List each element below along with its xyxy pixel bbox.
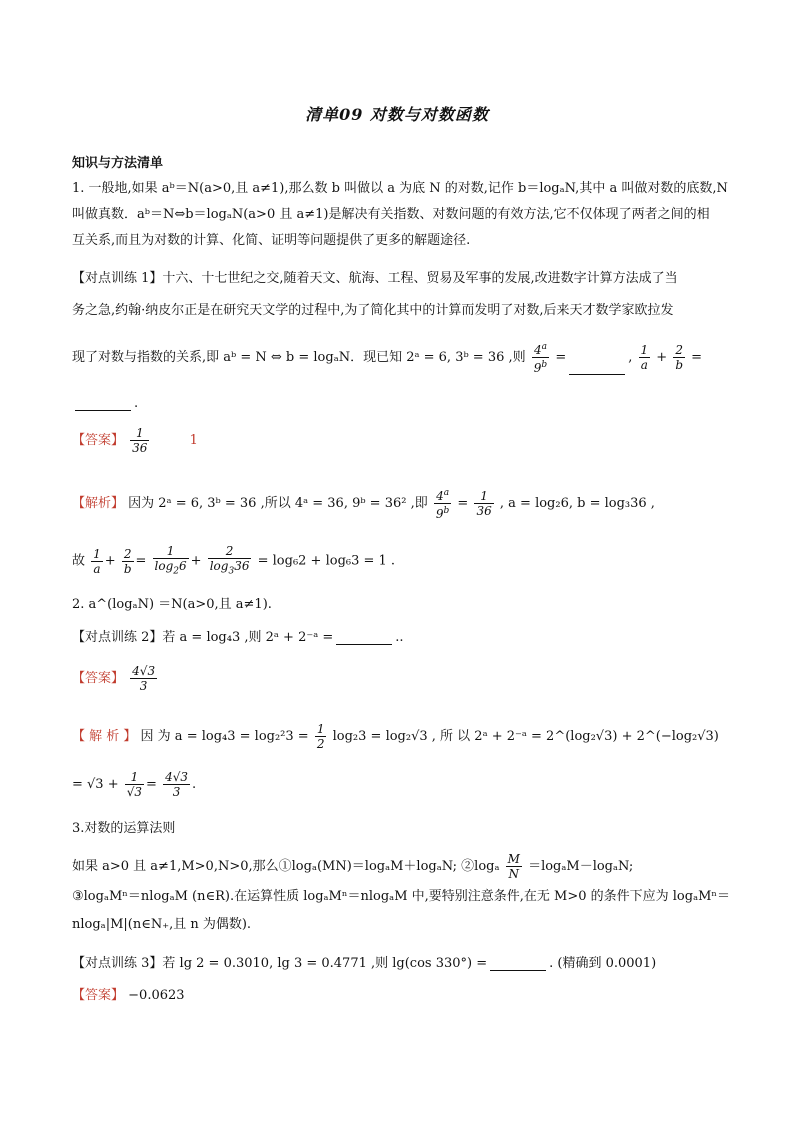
answer-blank (569, 362, 625, 375)
drill1-line1: 【对点训练 1】十六、十七世纪之交,随着天文、航海、工程、贸易及军事的发展,改进数字计算方法成了当 (72, 271, 678, 286)
page-title: 清单09 对数与对数函数 (305, 105, 489, 124)
drill2-answer: 【答案】 $\frac{4√3}{3}$ (72, 664, 156, 693)
answer-value-2: 1 (189, 433, 198, 448)
drill1-line2: 务之急,约翰·纳皮尔正是在研究天文学的过程中,为了简化其中的计算而发明了对数,后来天才数学家欧拉发 (72, 303, 674, 318)
fraction-4a-9b: $\frac{4^a}{9^b}$ (533, 342, 548, 375)
drill1-line3: 现了对数与指数的关系,即 aᵇ = N ⇔ b = logₐN．现已知 2ᵃ = 6, 3ᵇ = 36 ,则 $\frac{4^a}{9^b}$ = , $\frac{1}{a}$ + $\frac{2}{b}$ = (72, 342, 703, 375)
analysis-label: 【解析】 (72, 496, 125, 511)
drill2-line: 【对点训练 2】若 a = log₄3 ,则 2ᵃ + 2⁻ᵃ = .. (72, 630, 404, 645)
answer-fraction-1-36: $\frac{1}{36}$ (132, 426, 148, 455)
item3-line2: ③logₐMⁿ＝nlogₐM (n∈R).在运算性质 logₐMⁿ＝nlogₐM 中,要特别注意条件,在无 M>0 的条件下应为 logₐMⁿ＝ (72, 889, 731, 904)
drill3-answer: 【答案】 −0.0623 (72, 988, 185, 1003)
drill3-line: 【对点训练 3】若 lg 2 = 0.3010, lg 3 = 0.4771 ,则 lg(cos 330°) = . (精确到 0.0001) (72, 956, 657, 971)
item1-line1: 1. 一般地,如果 aᵇ＝N(a>0,且 a≠1),那么数 b 叫做以 a 为底 N 的对数,记作 b＝logₐN,其中 a 叫做对数的底数,N (72, 181, 728, 196)
drill2-analysis-line1: 【 解 析 】 因 为 a = log₄3 = log₂²3 = $\frac{1}{2}$ log₂3 = log₂√3 , 所 以 2ᵃ + 2⁻ᵃ = 2^(log₂√3) + 2^(−log₂√3) (72, 722, 719, 751)
drill3-answer-value: −0.0623 (128, 988, 185, 1003)
drill1-line3-prefix: 现了对数与指数的关系,即 aᵇ = N ⇔ b = logₐN．现已知 2ᵃ = 6, 3ᵇ = 36 ,则 (72, 350, 526, 365)
item2-line: 2. a^(logₐN) ＝N(a>0,且 a≠1). (72, 597, 272, 612)
item1-line2: 叫做真数．aᵇ＝N⇔b＝logₐN(a>0 且 a≠1)是解决有关指数、对数问题的有效方法,它不仅体现了两者之间的相 (72, 207, 710, 222)
drill2-analysis-line2: = √3 + $\frac{1}{√3}$ = $\frac{4√3}{3}$ . (72, 770, 197, 799)
item3-line1: 如果 a>0 且 a≠1,M>0,N>0,那么①logₐ(MN)＝logₐM＋logₐN; ②logₐ $\frac{M}{N}$ ＝logₐM－logₐN; (72, 852, 634, 881)
drill1-blank-line: . (72, 396, 138, 411)
drill1-answer (72, 426, 198, 455)
answer-fraction-4sqrt3-3: $\frac{4√3}{3}$ (132, 664, 156, 693)
drill1-analysis-line2: 故 $\frac{1}{a}$ + $\frac{2}{b}$ = $\frac{1}{\log_26}$ + $\frac{2}{\log_336}$ = log₆2 + log₆3 = 1 . (72, 544, 396, 577)
drill1-analysis-line1: 【解析】 因为 2ᵃ = 6, 3ᵇ = 36 ,所以 4ᵃ = 36, 9ᵇ = 36² ,即 $\frac{4^a}{9^b}$ = $\frac{1}{36}$ , a = log₂6, b = log₃36 , (72, 488, 655, 521)
fraction-1-a: $\frac{1}{a}$ (640, 343, 649, 372)
section-heading: 知识与方法清单 (72, 156, 164, 171)
fraction-2-b: $\frac{2}{b}$ (675, 343, 684, 372)
item3-heading: 3.对数的运算法则 (72, 821, 176, 836)
answer-label: 【答案】 (72, 433, 125, 448)
item1-line3: 互关系,而且为对数的计算、化简、证明等问题提供了更多的解题途径. (72, 233, 471, 248)
item3-line3: nlogₐ|M|(n∈N₊,且 n 为偶数). (72, 917, 252, 932)
